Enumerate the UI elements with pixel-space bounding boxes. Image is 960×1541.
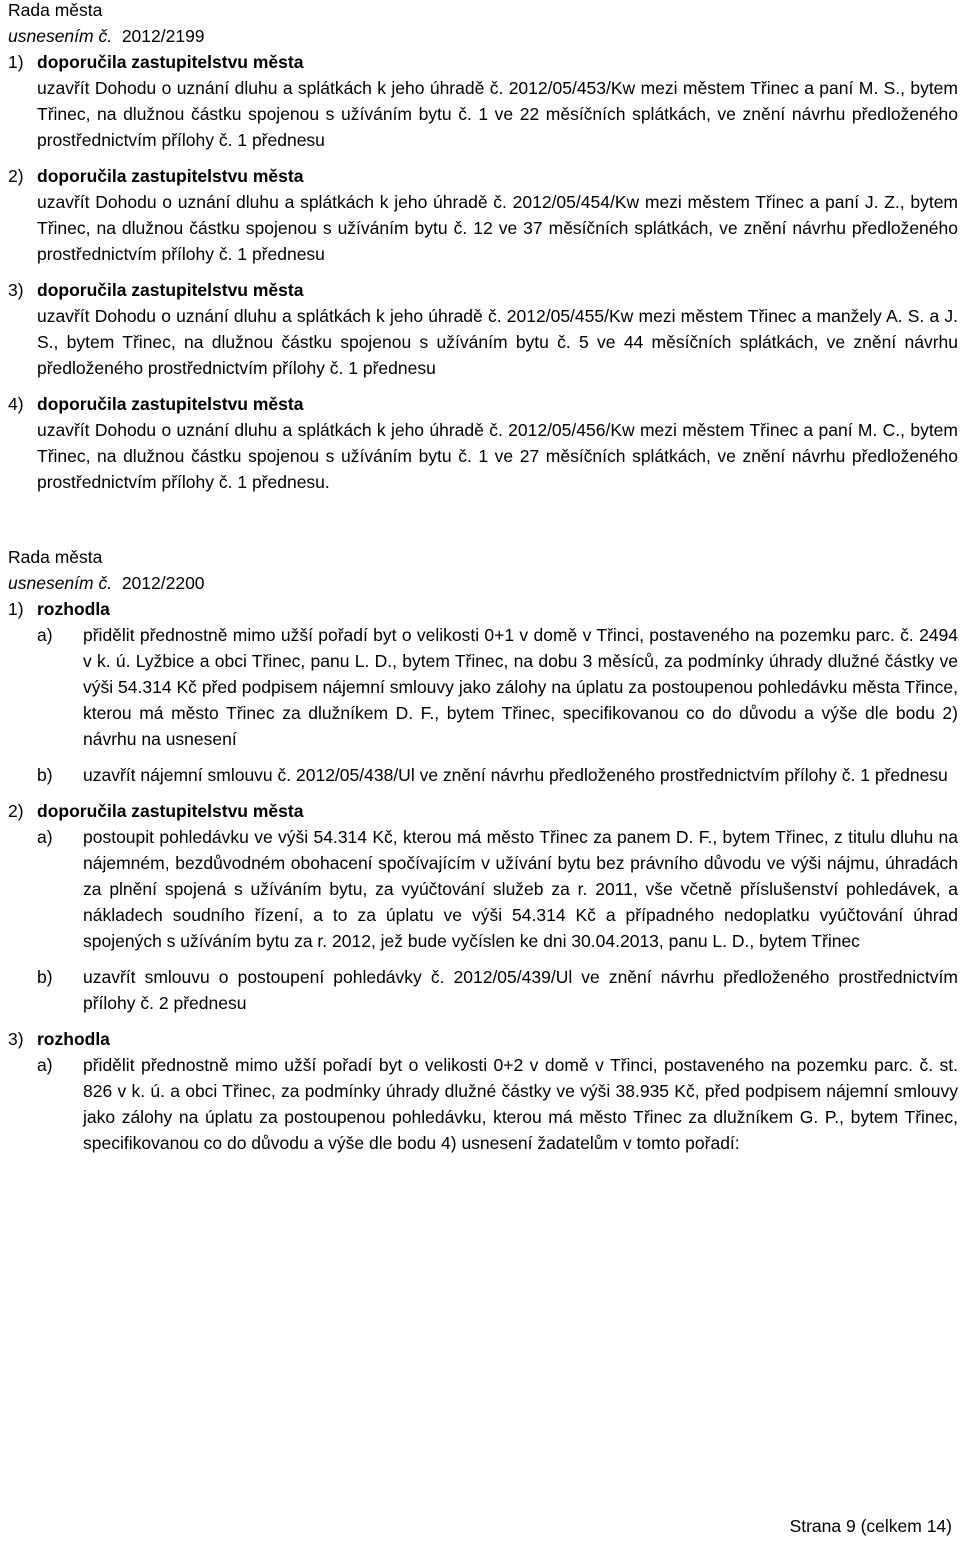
sub-item-text: uzavřít smlouvu o postoupení pohledávky č. 2012/05/439/Ul ve znění návrhu předloženého prostřednictvím přílohy č. 2 přednesu xyxy=(83,967,958,1013)
resolution-item xyxy=(8,1026,958,1052)
item-action: rozhodla xyxy=(37,1029,110,1049)
sub-item xyxy=(37,964,958,1016)
resolution-label: usnesením č. xyxy=(8,26,113,46)
resolution-heading: Rada města xyxy=(8,0,103,20)
item-action: doporučila zastupitelstvu města xyxy=(37,394,304,414)
item-text: uzavřít Dohodu o uznání dluhu a splátkách k jeho úhradě č. 2012/05/456/Kw mezi městem Třinec a paní M. C., bytem Třinec, na dlužnou částku spojenou s užíváním bytu č. 1 ve 27 měsíčních splátkách, ve znění návrhu předloženého prostřednictvím přílohy č. 1 přednesu. xyxy=(37,420,958,492)
item-action: doporučila zastupitelstvu města xyxy=(37,166,304,186)
item-action: doporučila zastupitelstvu města xyxy=(37,801,304,821)
item-number: 3) xyxy=(8,1029,24,1049)
resolution-item xyxy=(8,391,958,495)
item-text: uzavřít Dohodu o uznání dluhu a splátkách k jeho úhradě č. 2012/05/454/Kw mezi městem Třinec a paní J. Z., bytem Třinec, na dlužnou částku spojenou s užíváním bytu č. 12 ve 37 měsíčních splátkách, ve znění návrhu předloženého prostřednictvím přílohy č. 1 přednesu xyxy=(37,192,958,264)
sub-item xyxy=(37,824,958,954)
resolution-label-line xyxy=(8,23,958,49)
sub-item-text: přidělit přednostně mimo užší pořadí byt o velikosti 0+1 v domě v Třinci, postaveného na pozemku parc. č. 2494 v k. ú. Lyžbice a obci Třinec, panu L. D., bytem Třinec, na dobu 3 měsíců, za podmínky úhrady dlužné částky ve výši 54.314 Kč před podpisem nájemní smlouvy jako zálohy na úplatu za postoupenou pohledávku města Třince, kterou má město Třinec za dlužníkem D. F., bytem Třinec, specifikovanou co do důvodu a výše dle bodu 2) návrhu na usnesení xyxy=(83,625,958,749)
sub-item xyxy=(37,622,958,752)
resolution-label-line xyxy=(8,570,958,596)
item-text: uzavřít Dohodu o uznání dluhu a splátkách k jeho úhradě č. 2012/05/453/Kw mezi městem Třinec a paní M. S., bytem Třinec, na dlužnou částku spojenou s užíváním bytu č. 1 ve 22 měsíčních splátkách, ve znění návrhu předloženého prostřednictvím přílohy č. 1 přednesu xyxy=(37,78,958,150)
item-number: 1) xyxy=(8,599,24,619)
item-action: doporučila zastupitelstvu města xyxy=(37,280,304,300)
sub-item-label: b) xyxy=(37,765,53,785)
item-number: 2) xyxy=(8,166,24,186)
sub-item-text: postoupit pohledávku ve výši 54.314 Kč, kterou má město Třinec za panem D. F., bytem Třinec, z titulu dluhu na nájemném, bezdůvodném obohacení spočívajícím v užívání bytu bez právního důvodu ve výši nájmu, úhradách za plnění spojená s užíváním bytu, za vyúčtování služeb za r. 2011, vše včetně příslušenství pohledávek, a nákladech soudního řízení, a to za úplatu ve výši 54.314 Kč a případného nedoplatku vyúčtování úhrad spojených s užíváním bytu za r. 2012, jež bude vyčíslen ke dni 30.04.2013, panu L. D., bytem Třinec xyxy=(83,827,958,951)
resolution-number: 2012/2199 xyxy=(121,26,205,46)
sub-item-label: b) xyxy=(37,967,53,987)
resolution-item xyxy=(8,49,958,153)
resolution-item xyxy=(8,163,958,267)
item-number: 1) xyxy=(8,52,24,72)
resolution-heading: Rada města xyxy=(8,547,103,567)
item-action: rozhodla xyxy=(37,599,110,619)
sub-item-text: přidělit přednostně mimo užší pořadí byt o velikosti 0+2 v domě v Třinci, postaveného na pozemku parc. č. st. 826 v k. ú. a obci Třinec, za podmínky úhrady dlužné částky ve výši 38.935 Kč, před podpisem nájemní smlouvy jako zálohy na úplatu za postoupenou pohledávku, kterou má město Třinec za dlužníkem G. P., bytem Třinec, specifikovanou co do důvodu a výše dle bodu 4) usnesení žadatelům v tomto pořadí: xyxy=(83,1055,958,1153)
sub-item-text: uzavřít nájemní smlouvu č. 2012/05/438/Ul ve znění návrhu předloženého prostřednictvím přílohy č. 1 přednesu xyxy=(83,765,948,785)
document-page xyxy=(8,0,958,1156)
resolution-item xyxy=(8,596,958,622)
resolution-2012-2199 xyxy=(8,0,958,495)
item-number: 4) xyxy=(8,394,24,414)
item-action: doporučila zastupitelstvu města xyxy=(37,52,304,72)
resolution-item xyxy=(8,277,958,381)
resolution-number: 2012/2200 xyxy=(121,573,205,593)
resolution-label: usnesením č. xyxy=(8,573,113,593)
sub-item-label: a) xyxy=(37,1055,53,1075)
page-footer: Strana 9 (celkem 14) xyxy=(789,1516,952,1536)
item-text: uzavřít Dohodu o uznání dluhu a splátkách k jeho úhradě č. 2012/05/455/Kw mezi městem Třinec a manžely A. S. a J. S., bytem Třinec, na dlužnou částku spojenou s užíváním bytu č. 5 ve 44 měsíčních splátkách, ve znění návrhu předloženého prostřednictvím přílohy č. 1 přednesu xyxy=(37,306,958,378)
sub-item-label: a) xyxy=(37,827,53,847)
item-number: 3) xyxy=(8,280,24,300)
resolution-2012-2200 xyxy=(8,544,958,1156)
item-number: 2) xyxy=(8,801,24,821)
resolution-item xyxy=(8,798,958,824)
sub-item xyxy=(37,1052,958,1156)
sub-item xyxy=(37,762,958,788)
sub-item-label: a) xyxy=(37,625,53,645)
